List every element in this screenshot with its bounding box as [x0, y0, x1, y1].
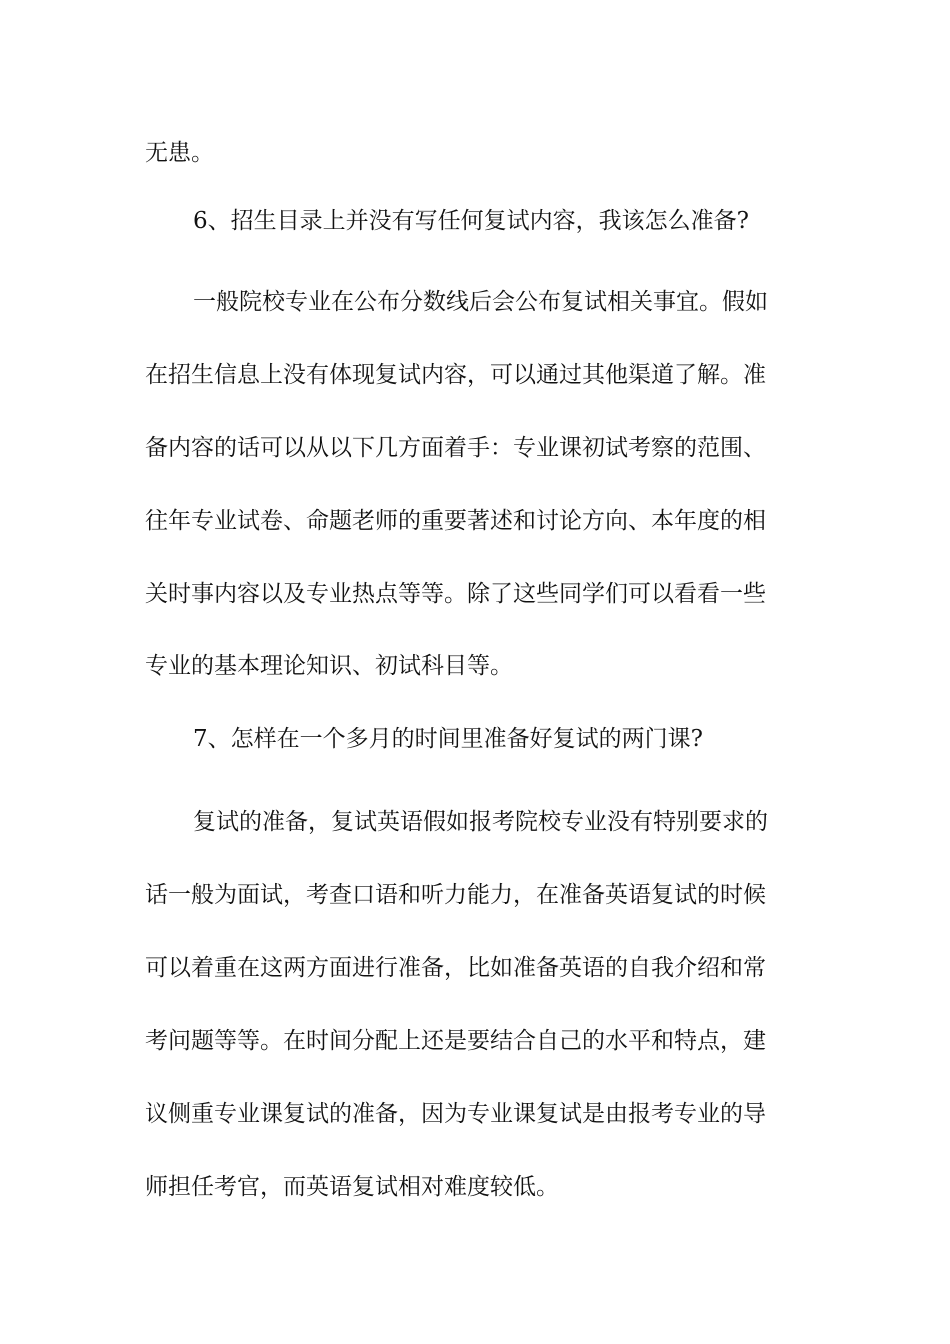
text-line: 无患。 — [145, 140, 214, 166]
text-line: 议侧重专业课复试的准备，因为专业课复试是由报考专业的导 — [145, 1101, 766, 1127]
question-heading: 6、招生目录上并没有写任何复试内容，我该怎么准备? — [193, 208, 749, 234]
text-line: 备内容的话可以从以下几方面着手：专业课初试考察的范围、 — [145, 435, 766, 461]
text-line: 师担任考官，而英语复试相对难度较低。 — [145, 1174, 559, 1200]
text-line: 往年专业试卷、命题老师的重要著述和讨论方向、本年度的相 — [145, 508, 766, 534]
text-line: 关时事内容以及专业热点等等。除了这些同学们可以看看一些 — [145, 581, 766, 607]
text-line: 考问题等等。在时间分配上还是要结合自己的水平和特点，建 — [145, 1028, 766, 1054]
text-line: 可以着重在这两方面进行准备，比如准备英语的自我介绍和常 — [145, 955, 766, 981]
text-line: 一般院校专业在公布分数线后会公布复试相关事宜。假如 — [193, 289, 768, 315]
text-line: 在招生信息上没有体现复试内容，可以通过其他渠道了解。准 — [145, 362, 766, 388]
text-line: 专业的基本理论知识、初试科目等。 — [145, 653, 513, 679]
text-line: 话一般为面试，考查口语和听力能力，在准备英语复试的时候 — [145, 882, 766, 908]
question-heading: 7、怎样在一个多月的时间里准备好复试的两门课? — [193, 726, 703, 752]
text-line: 复试的准备，复试英语假如报考院校专业没有特别要求的 — [193, 809, 768, 835]
